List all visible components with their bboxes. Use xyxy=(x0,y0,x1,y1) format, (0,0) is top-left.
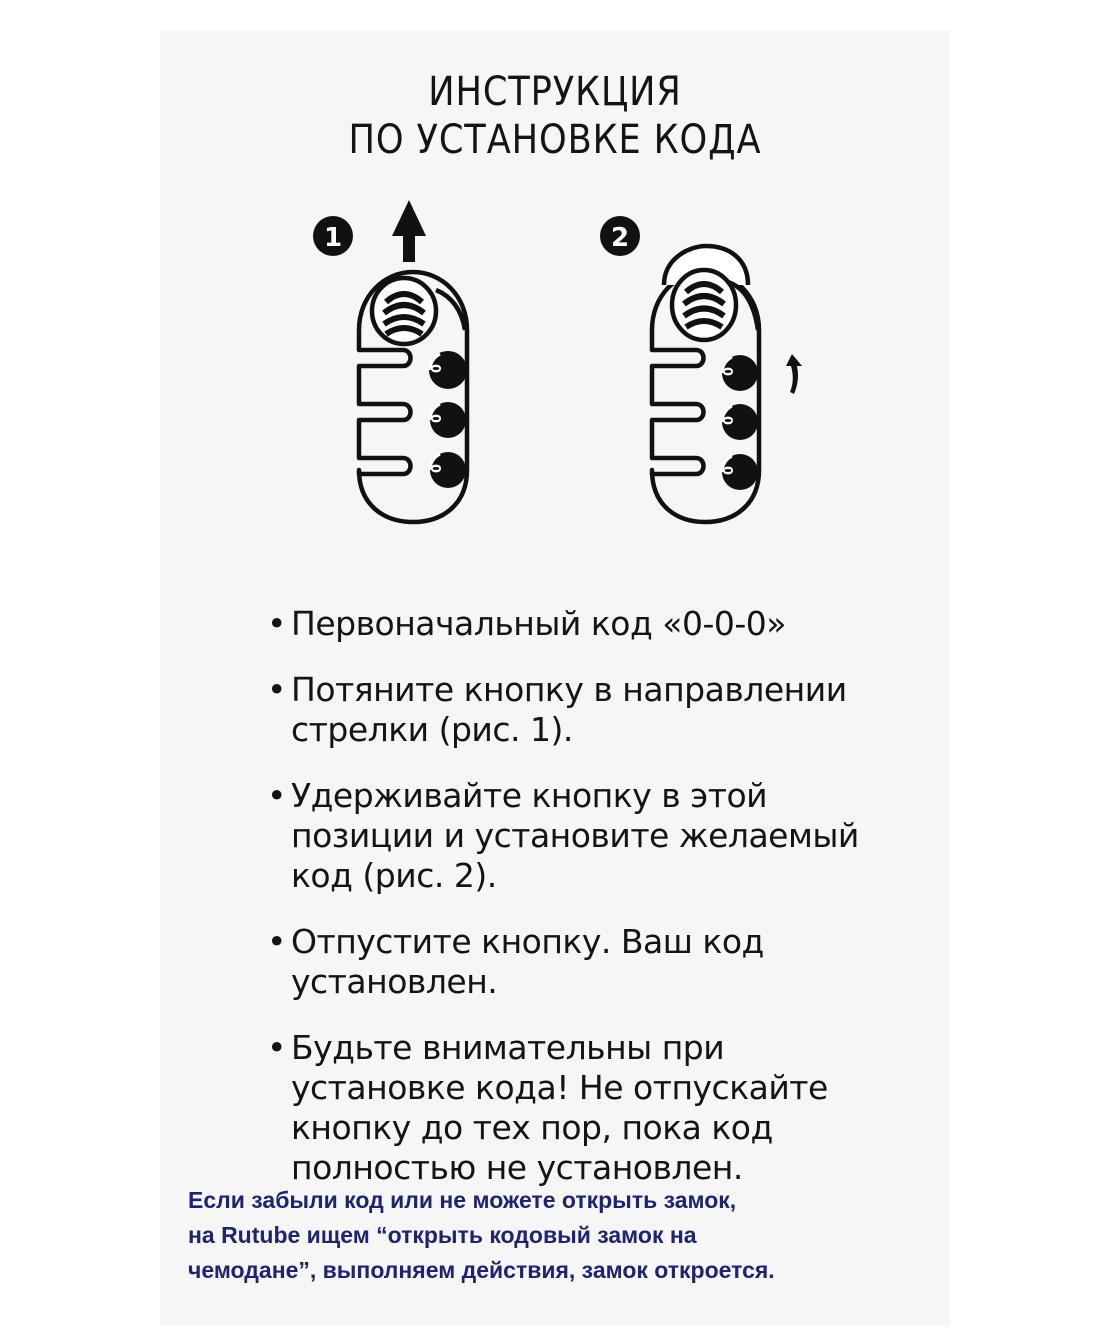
dial xyxy=(430,452,466,488)
step-item xyxy=(265,1028,885,1188)
figure-2 xyxy=(600,216,802,522)
step-5-line-4: полностью не установлен. xyxy=(291,1148,743,1187)
step-5-line-1: • Будьте внимательны при xyxy=(291,1028,725,1067)
step-3-line-1: • Удерживайте кнопку в этой xyxy=(291,776,768,815)
dial-value: 0 xyxy=(722,465,737,475)
dial-value: 0 xyxy=(722,366,737,376)
dial-value: 0 xyxy=(430,413,445,423)
rotate-arrow-icon xyxy=(786,354,802,394)
instruction-steps xyxy=(265,604,885,1214)
step-item xyxy=(265,776,885,896)
step-5-line-2: установке кода! Не отпускайте xyxy=(291,1068,828,1107)
figure-1-number: 1 xyxy=(323,223,343,253)
up-arrow-icon xyxy=(392,200,426,262)
dial xyxy=(430,352,466,388)
dial-value: 0 xyxy=(430,363,445,373)
figure-1-dials xyxy=(430,352,466,488)
figure-1-badge xyxy=(313,216,353,256)
note-line-3: чемодане”, выполняем действия, замок откроется. xyxy=(188,1257,775,1283)
step-3-line-2: позиции и установите желаемый xyxy=(291,816,859,855)
dial xyxy=(722,404,758,440)
step-item xyxy=(265,922,885,1002)
title-line-2: ПО УСТАНОВКЕ КОДА xyxy=(348,117,762,163)
title-line-1: ИНСТРУКЦИЯ xyxy=(428,69,682,115)
note-line-1: Если забыли код или не можете открыть замок, xyxy=(188,1187,737,1213)
figure-2-number: 2 xyxy=(610,223,630,253)
step-4-line-1: • Отпустите кнопку. Ваш код xyxy=(291,922,764,961)
forgot-code-note xyxy=(188,1183,948,1288)
step-2-line-2: стрелки (рис. 1). xyxy=(291,710,573,749)
step-4-line-2: установлен. xyxy=(291,962,498,1001)
dial-value: 0 xyxy=(722,415,737,425)
step-3-line-3: код (рис. 2). xyxy=(291,856,497,895)
step-item xyxy=(265,670,885,750)
figure-1 xyxy=(313,200,467,522)
step-5-line-3: кнопку до тех пор, пока код xyxy=(291,1108,773,1147)
dial-value: 0 xyxy=(430,463,445,473)
note-line-2: на Rutube ищем “открыть кодовый замок на xyxy=(188,1222,697,1248)
step-1-line-1: • Первоначальный код «0-0-0» xyxy=(291,604,786,643)
step-item xyxy=(265,604,885,644)
dial xyxy=(722,454,758,490)
figure-2-badge xyxy=(600,216,640,256)
step-2-line-1: • Потяните кнопку в направлении xyxy=(291,670,847,709)
dial xyxy=(430,402,466,438)
lock-figures xyxy=(0,0,1120,600)
figure-2-dials xyxy=(722,355,758,490)
dial xyxy=(722,355,758,391)
